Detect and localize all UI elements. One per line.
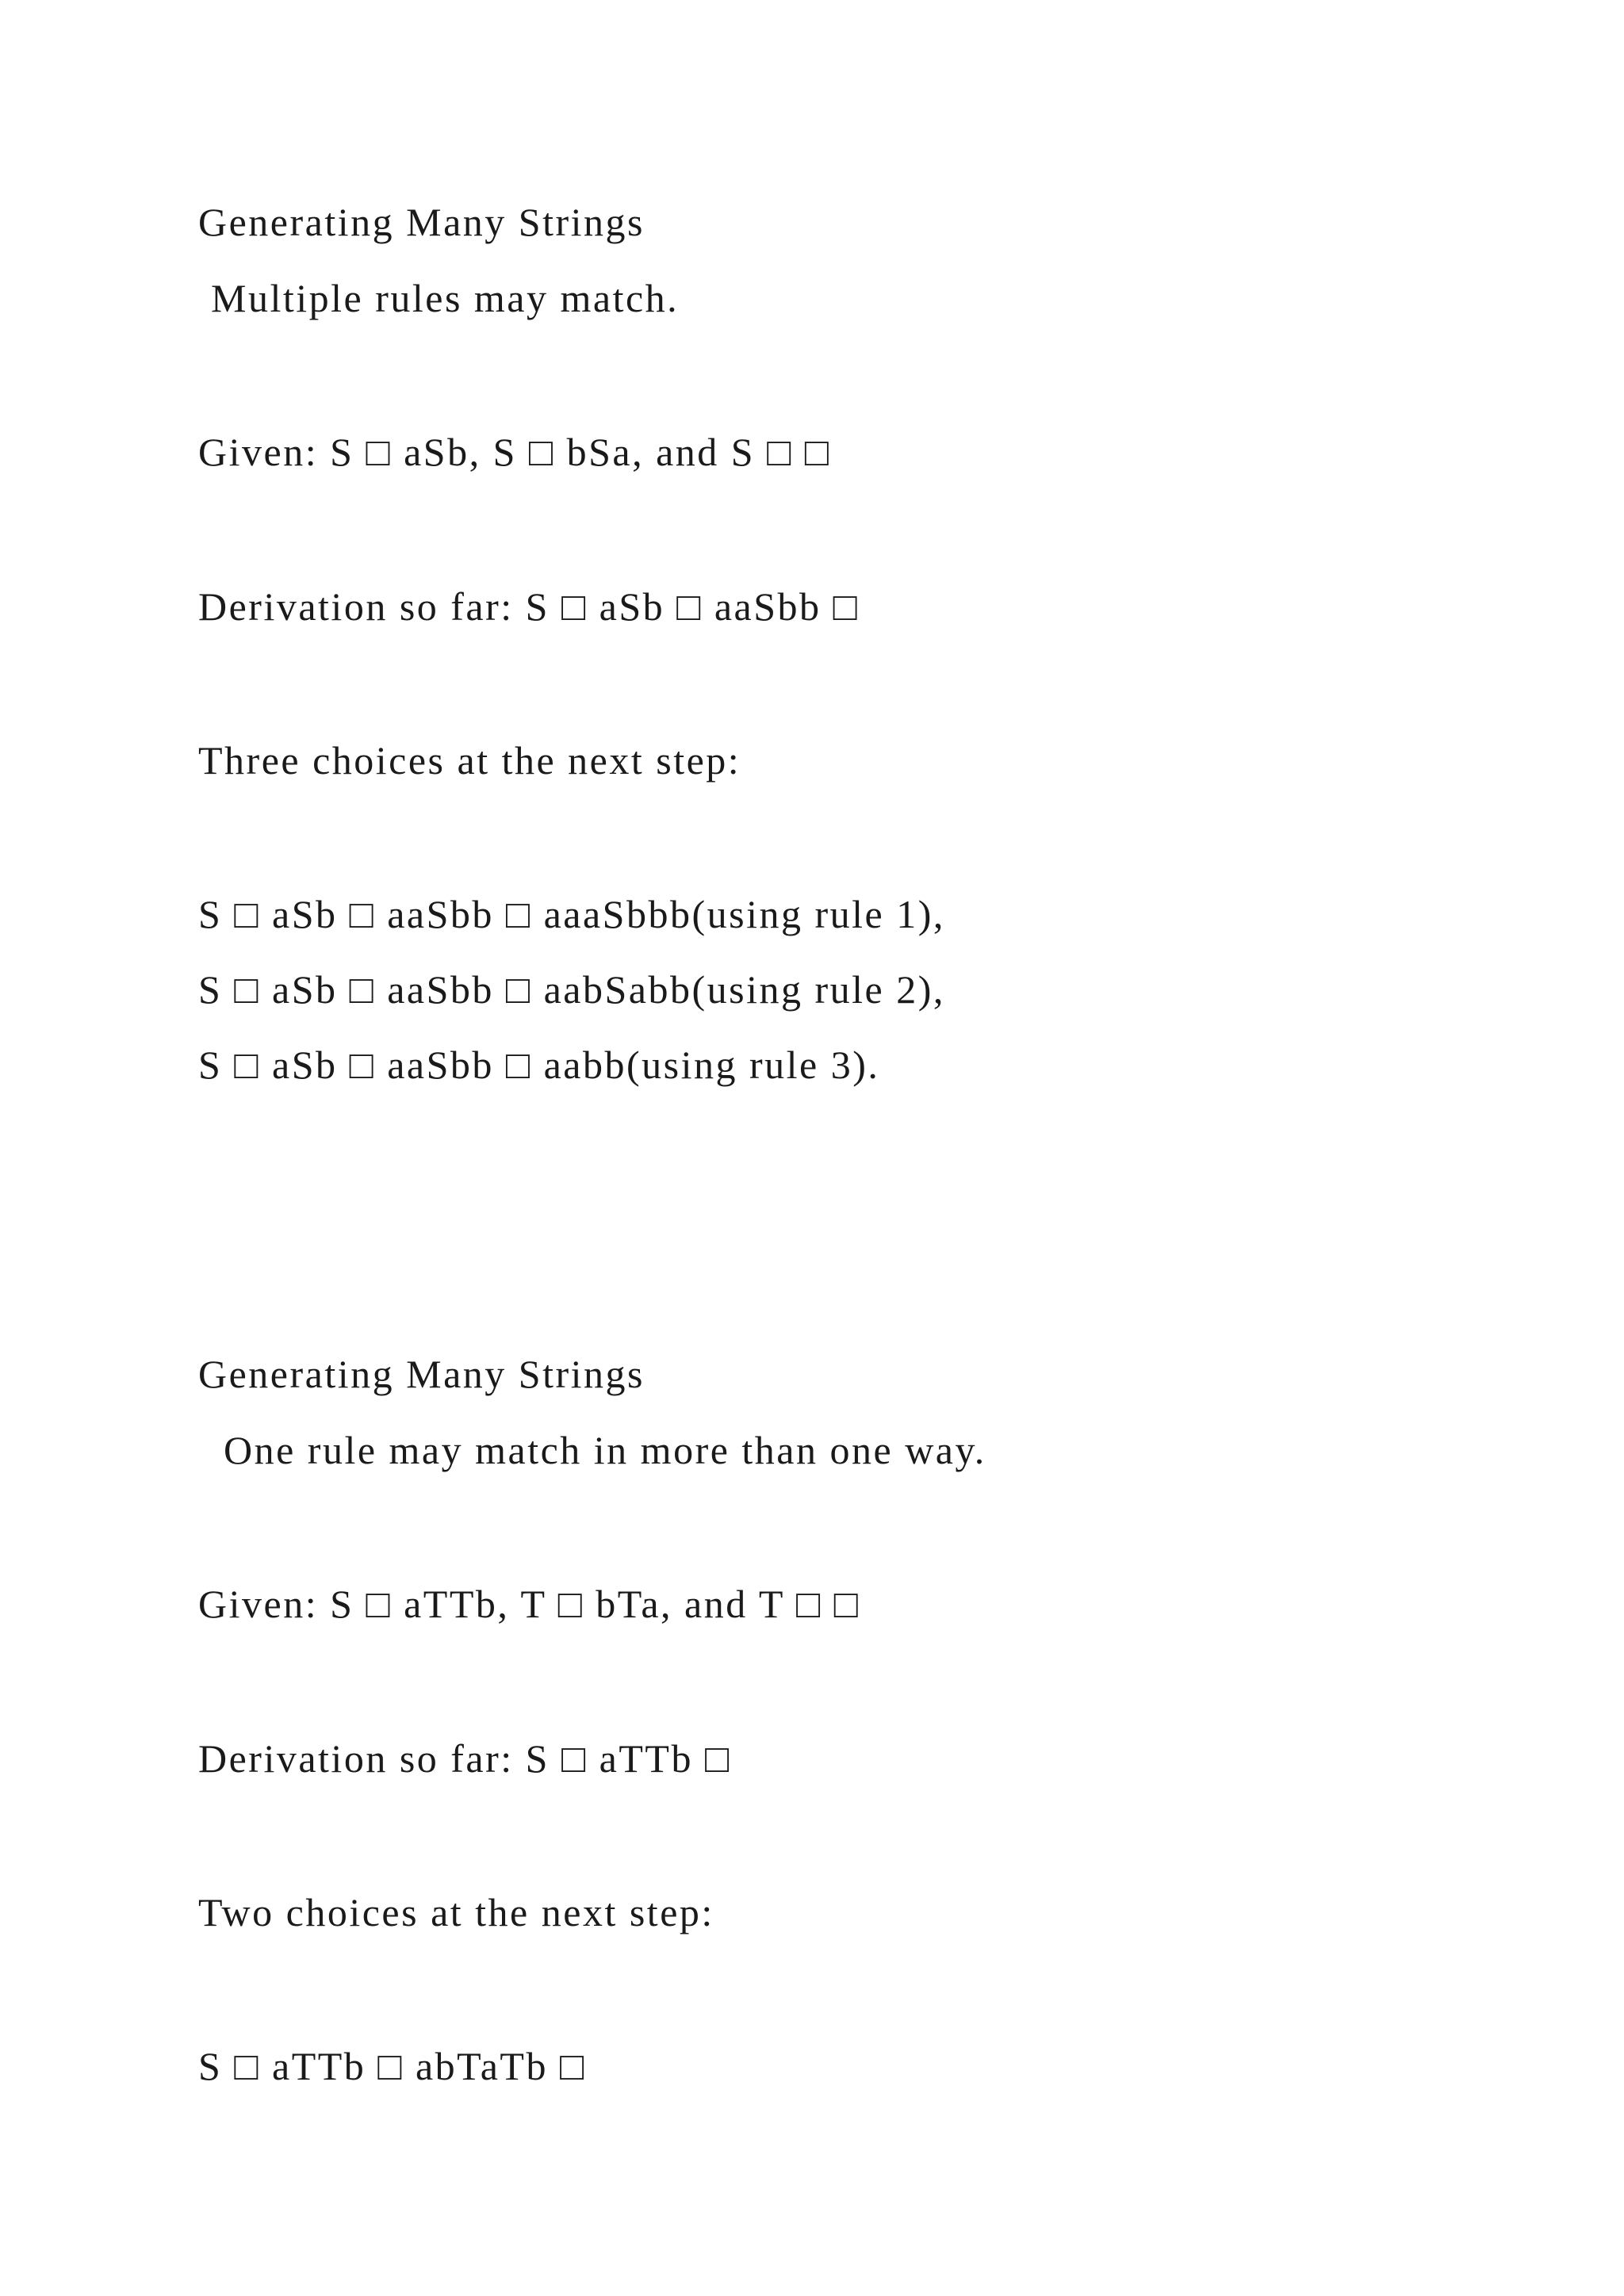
section1-choice-2: S □ aSb □ aaSbb □ aabSabb(using rule 2), — [198, 967, 945, 1012]
section1-title: Generating Many Strings — [198, 200, 645, 244]
section1-choice-1: S □ aSb □ aaSbb □ aaaSbbb(using rule 1), — [198, 892, 945, 936]
section2-title: Generating Many Strings — [198, 1352, 645, 1396]
section2-derivation: Derivation so far: S □ aTTb □ — [198, 1736, 731, 1781]
section2-subtitle: One rule may match in more than one way. — [224, 1428, 986, 1472]
section2-given: Given: S □ aTTb, T □ bTa, and T □ □ — [198, 1582, 860, 1626]
section1-choices-intro: Three choices at the next step: — [198, 738, 741, 783]
section2-choice-1: S □ aTTb □ abTaTb □ — [198, 2044, 586, 2088]
section1-choice-3: S □ aSb □ aaSbb □ aabb(using rule 3). — [198, 1043, 880, 1087]
section1-subtitle: Multiple rules may match. — [211, 276, 680, 320]
section2-choices-intro: Two choices at the next step: — [198, 1890, 714, 1934]
section1-given: Given: S □ aSb, S □ bSa, and S □ □ — [198, 430, 831, 474]
section1-derivation: Derivation so far: S □ aSb □ aaSbb □ — [198, 584, 860, 629]
